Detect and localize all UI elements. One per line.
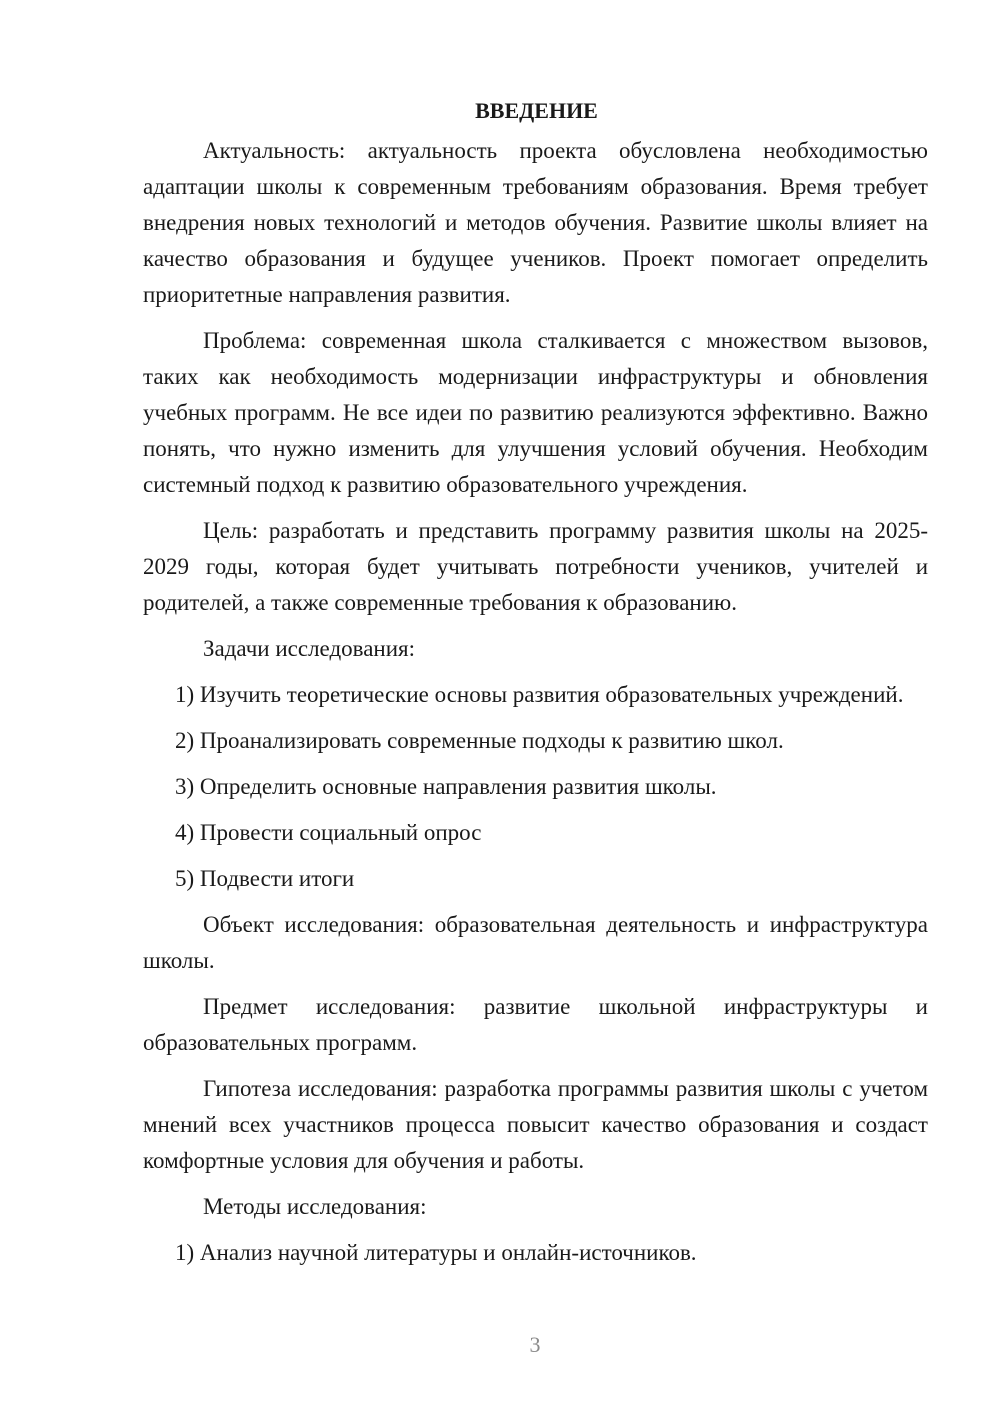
task-item-2: 2) Проанализировать современные подходы к развитию школ. [175,728,784,753]
task-item-1: 1) Изучить теоретические основы развития образовательных учреждений. [175,682,904,707]
subject-paragraph: Предмет исследования: развитие школьной инфраструктуры и образовательных программ. [143,994,928,1055]
task-item-5: 5) Подвести итоги [175,866,355,891]
problem-paragraph: Проблема: современная школа сталкивается с множеством вызовов, таких как необходимость модернизации инфраструктуры и обновления учебных программ. Не все идеи по развитию реализуются эффективно. Важно понять, что нужно изменить для улучшения условий обучения. Необходим системный подход к развитию образовательного учреждения. [143,328,928,497]
task-item-3: 3) Определить основные направления развития школы. [175,774,717,799]
task-item-4: 4) Провести социальный опрос [175,820,482,845]
section-heading: ВВЕДЕНИЕ [475,98,598,123]
object-paragraph: Объект исследования: образовательная деятельность и инфраструктура школы. [143,912,928,973]
page-number: 3 [529,1332,541,1357]
methods-title: Методы исследования: [203,1194,427,1219]
hypothesis-paragraph: Гипотеза исследования: разработка программы развития школы с учетом мнений всех участников процесса повысит качество образования и создаст комфортные условия для обучения и работы. [143,1076,928,1173]
goal-paragraph: Цель: разработать и представить программу развития школы на 2025-2029 годы, которая будет учитывать потребности учеников, учителей и родителей, а также современные требования к образованию. [143,518,928,615]
tasks-title: Задачи исследования: [203,636,416,661]
method-item-1: 1) Анализ научной литературы и онлайн-источников. [175,1240,697,1265]
page-content [143,93,928,1281]
relevance-paragraph: Актуальность: актуальность проекта обусловлена необходимостью адаптации школы к современным требованиям образования. Время требует внедрения новых технологий и методов обучения. Развитие школы влияет на качество образования и будущее учеников. Проект помогает определить приоритетные направления развития. [143,138,928,307]
